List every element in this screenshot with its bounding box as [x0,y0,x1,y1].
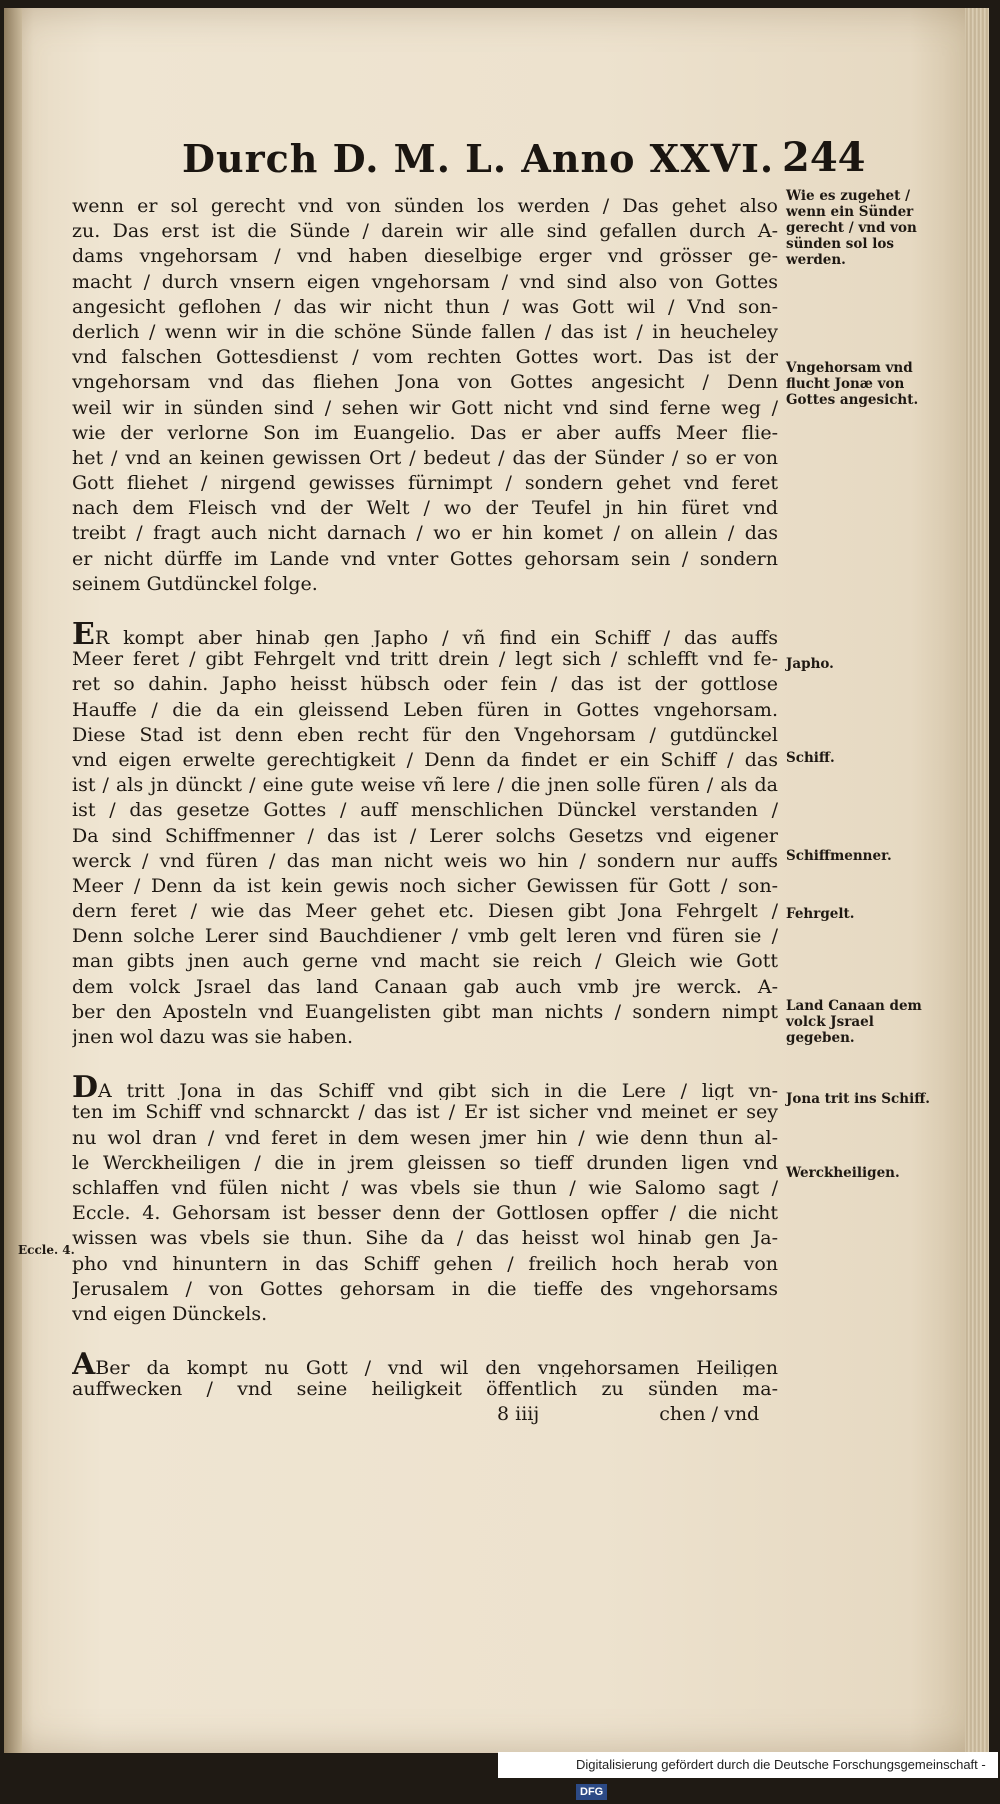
paragraph [72,1075,778,1327]
margin-note: Wie es zugehet / wenn ein Sünder gerecht / vnd von sünden sol los werden. [786,188,917,268]
text-span: A tritt Jona in das Schiff vnd gibt sich in die Lere / ligt vn- [98,1080,778,1101]
text-line: schlaffen vnd fülen nicht / was vbels sie thun / wie Salomo sagt / [72,1176,778,1199]
text-line: ret so dahin. Japho heisst hübsch oder fein / das ist der gottlose [72,673,778,696]
text-line: wenn er sol gerecht vnd von sünden los werden / Das gehet also [72,195,778,217]
text-line: dams vngehorsam / vnd haben dieselbige erger vnd grösser ge- [72,245,778,268]
text-line: man gibts jnen auch gerne vnd macht sie reich / Gleich wie Gott [72,950,778,973]
text-line: derlich / wenn wir in die schöne Sünde fallen / das ist / in heucheley [72,320,778,343]
text-line: Hauffe / die da ein gleissend Leben füren in Gottes vngehorsam. [72,698,778,721]
text-line: nu wol dran / vnd feret in dem wesen jmer hin / wie denn thun al- [72,1126,778,1149]
text-line: er nicht dürffe im Lande vnd vnter Gottes gehorsam sein / sondern [72,547,778,570]
margin-note: Schiffmenner. [786,848,892,864]
margin-note: Vngehorsam vnd flucht Jonæ von Gottes angesicht. [786,360,919,408]
paragraph [72,194,778,597]
main-text [72,194,778,1428]
text-line: macht / durch vnsern eigen vngehorsam / vnd sind also von Gottes [72,270,778,293]
text-line: het / vnd an keinen gewissen Ort / bedeut / das der Sünder / so er von [72,446,778,469]
initial-letter: D [72,1075,99,1101]
margin-note: Land Canaan dem volck Jsrael gegeben. [786,998,922,1046]
text-line: nach dem Fleisch vnd der Welt / wo der Teufel jn hin füret vnd [72,497,778,520]
text-line: jnen wol dazu was sie haben. [72,1026,353,1048]
margin-note: Fehrgelt. [786,906,855,922]
text-line [72,1352,778,1377]
page-number: 244 [782,134,866,181]
text-line: Meer feret / gibt Fehrgelt vnd tritt drein / legt sich / schlefft vnd fe- [72,648,778,671]
text-line: Meer / Denn da ist kein gewis noch sicher Gewissen für Gott / son- [72,874,778,897]
book-page [4,8,989,1753]
margin-note: Werckheiligen. [786,1165,900,1181]
text-line: Eccle. 4. Gehorsam ist besser denn der Gottlosen opffer / die nicht [72,1202,778,1225]
text-line: ist / als jn dünckt / eine gute weise vñ lere / die jnen solle füren / als da [72,774,778,797]
text-line: Denn solche Lerer sind Bauchdiener / vmb gelt leren vnd füren sie / [72,925,778,948]
paragraph [72,622,778,1050]
text-line: ten im Schiff vnd schnarckt / das ist / Er ist sicher vnd meinet er sey [72,1101,778,1124]
page-edge [965,8,989,1753]
text-span: Ber da kompt nu Gott / vnd wil den vngehorsamen Heiligen [95,1357,778,1378]
paragraph [72,1352,778,1428]
digitization-footer [498,1752,998,1798]
text-line: le Werckheiligen / die in jrem gleissen so tieff drunden ligen vnd [72,1151,778,1174]
text-span: R kompt aber hinab gen Japho / vñ find ein Schiff / das auffs [94,627,778,648]
text-line [72,1075,778,1100]
text-line: Gott fliehet / nirgend gewisses fürnimpt / sondern gehet vnd feret [72,472,778,495]
text-line: Jerusalem / von Gottes gehorsam in die tieffe des vngehorsams [72,1277,778,1300]
text-line: wie der verlorne Son im Euangelio. Das er aber auffs Meer flie- [72,421,778,444]
text-line: pho vnd hinuntern in das Schiff gehen / freilich hoch herab von [72,1252,778,1275]
initial-letter: A [72,1352,96,1378]
text-line: angesicht geflohen / das wir nicht thun / was Gott wil / Vnd son- [72,295,778,318]
footer-text: Digitalisierung gefördert durch die Deutsche Forschungsgemeinschaft - [576,1757,986,1772]
text-line: auffwecken / vnd seine heiligkeit öffentlich zu sünden ma- [72,1378,778,1401]
text-line: werck / vnd füren / das man nicht weis wo hin / sondern nur auffs [72,849,778,872]
margin-note: Schiff. [786,750,835,766]
margin-note: Jona trit ins Schiff. [786,1091,931,1107]
text-line: weil wir in sünden sind / sehen wir Gott nicht vnd sind ferne weg / [72,396,778,419]
running-head: Durch D. M. L. Anno XXVI. [182,136,775,181]
margin-note: Japho. [786,656,834,672]
text-line: vnd eigen Dünckels. [72,1302,268,1325]
text-line: ist / das gesetze Gottes / auff menschlichen Dünckel verstanden / [72,799,778,822]
text-line [72,622,778,647]
catchword: chen / vnd [659,1403,760,1426]
page-spine [4,8,22,1753]
margin-note-left: Eccle. 4. [18,1243,75,1257]
text-line: zu. Das erst ist die Sünde / darein wir alle sind gefallen durch A- [72,220,778,243]
text-line: dern feret / wie das Meer gehet etc. Diesen gibt Jona Fehrgelt / [72,900,778,923]
text-line: ber den Aposteln vnd Euangelisten gibt man nichts / sondern nimpt [72,1000,778,1023]
text-line: vnd falschen Gottesdienst / vom rechten Gottes wort. Das ist der [72,346,778,369]
text-line: seinem Gutdünckel folge. [72,572,318,595]
text-line: wissen was vbels sie thun. Sihe da / das heisst wol hinab gen Ja- [72,1227,778,1250]
dfg-logo-icon: DFG [576,1784,607,1800]
text-line: vnd eigen erwelte gerechtigkeit / Denn da findet er ein Schiff / das [72,748,778,771]
signature-line [72,1402,778,1427]
text-line: Diese Stad ist denn eben recht für den Vngehorsam / gutdünckel [72,723,778,746]
text-line: treibt / fragt auch nicht darnach / wo er hin komet / on allein / das [72,522,778,545]
text-line: dem volck Jsrael das land Canaan gab auch vmb jre werck. A- [72,975,778,998]
initial-letter: E [72,622,95,648]
text-line: vngehorsam vnd das fliehen Jona von Gottes angesicht / Denn [72,371,778,394]
text-line: Da sind Schiffmenner / das ist / Lerer solchs Gesetzs vnd eigener [72,824,778,847]
signature-mark: 8 iiij [497,1403,540,1426]
